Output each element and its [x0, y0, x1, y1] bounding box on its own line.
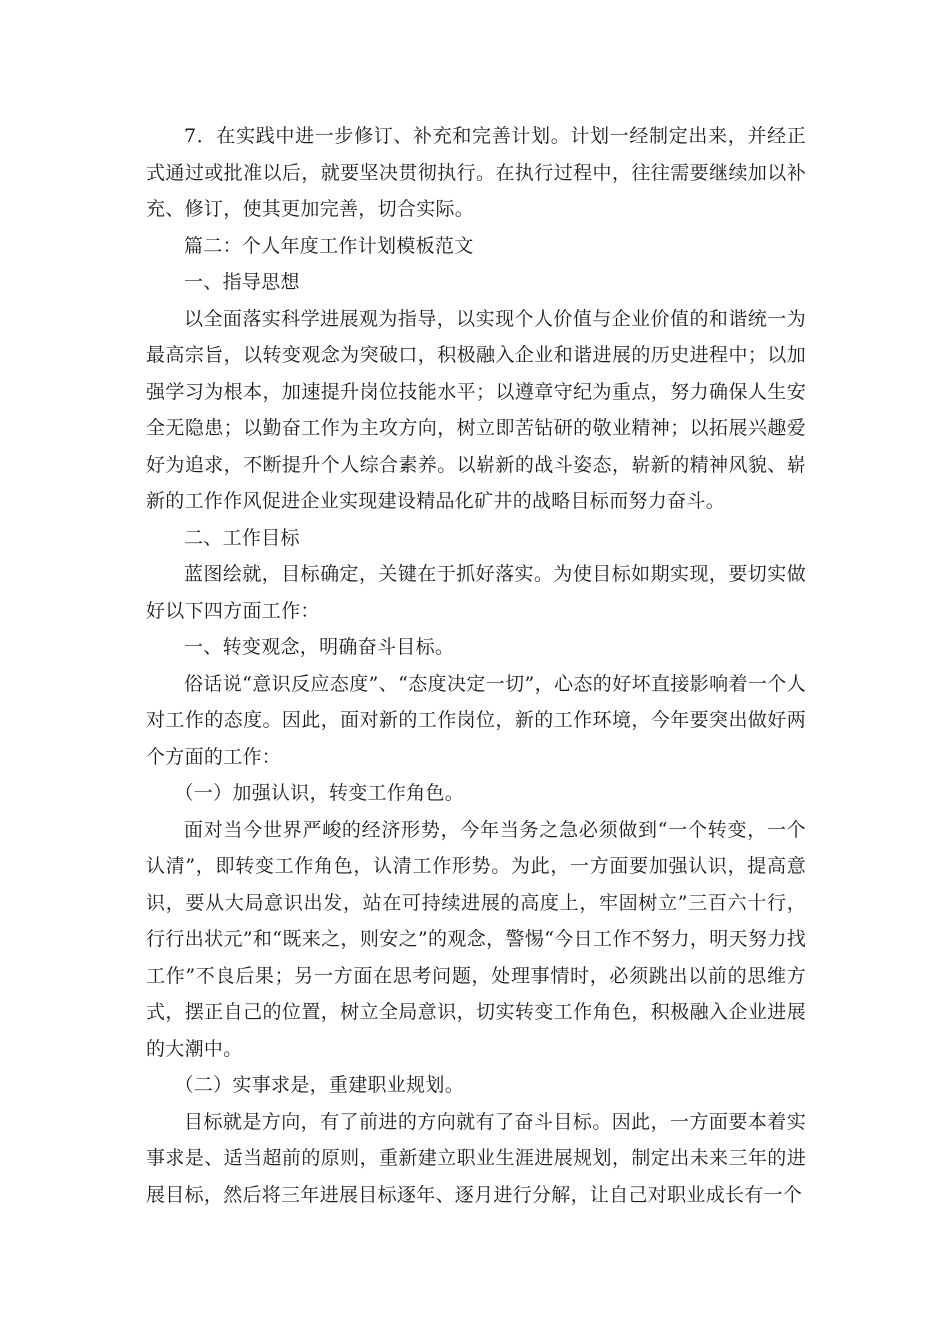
- section-title-part-two: 篇二：个人年度工作计划模板范文: [184, 234, 474, 257]
- document-body: [146, 118, 806, 1213]
- paragraph-goals-direction: 目标就是方向，有了前进的方向就有了奋斗目标。因此，一方面要本着实事求是、适当超前的原则，重新建立职业生涯进展规划，制定出未来三年的进展目标，然后将三年进展目标逐年、逐月进行分解，让自己对职业成长有一个: [146, 1110, 806, 1206]
- subheading-strengthen-awareness: （一）加强认识，转变工作角色。: [174, 782, 465, 804]
- paragraph-revise-plan: 7．在实践中进一步修订、补充和完善计划。计划一经制定出来，并经正式通过或批准以后，就要坚决贯彻执行。在执行过程中，往往需要继续加以补充、修订，使其更加完善，切合实际。: [146, 125, 806, 220]
- paragraph-economic-situation: 面对当今世界严峻的经济形势，今年当务之急必须做到“一个转变，一个认清”，即转变工作角色，认清工作形势。为此，一方面要加强认识，提高意识，要从大局意识出发，站在可持续进展的高度上，牢固树立”三百六十行，行行出状元”和“既来之，则安之”的观念，警惕“今日工作不努力，明天努力找工作”不良后果；另一方面在思考问题，处理事情时，必须跳出以前的思维方式，摆正自己的位置，树立全局意识，切实转变工作角色，积极融入企业进展的大潮中。: [146, 818, 806, 1060]
- paragraph-attitude: 俗话说“意识反应态度”、“态度决定一切”，心态的好坏直接影响着一个人对工作的态度。因此，面对新的工作岗位，新的工作环境，今年要突出做好两个方面的工作：: [146, 672, 806, 768]
- heading-change-mindset: 一、转变观念，明确奋斗目标。: [184, 636, 455, 658]
- paragraph-work-goals: 蓝图绘就，目标确定，关键在于抓好落实。为使目标如期实现，要切实做好以下四方面工作：: [146, 563, 806, 622]
- subheading-career-planning: （二）实事求是，重建职业规划。: [174, 1074, 465, 1096]
- heading-work-goals: 二、工作目标: [184, 526, 300, 549]
- heading-guiding-ideology: 一、指导思想: [184, 271, 300, 293]
- paragraph-guiding-ideology: 以全面落实科学进展观为指导，以实现个人价值与企业价值的和谐统一为最高宗旨，以转变观念为突破口，积极融入企业和谐进展的历史进程中；以加强学习为根本，加速提升岗位技能水平；以遵章守纪为重点，努力确保人生安全无隐患；以勤奋工作为主攻方向，树立即苦钻研的敬业精神；以拓展兴趣爱好为追求，不断提升个人综合素养。以崭新的战斗姿态，崭新的精神风貌、崭新的工作作风促进企业实现建设精品化矿井的战略目标而努力奋斗。: [146, 307, 806, 512]
